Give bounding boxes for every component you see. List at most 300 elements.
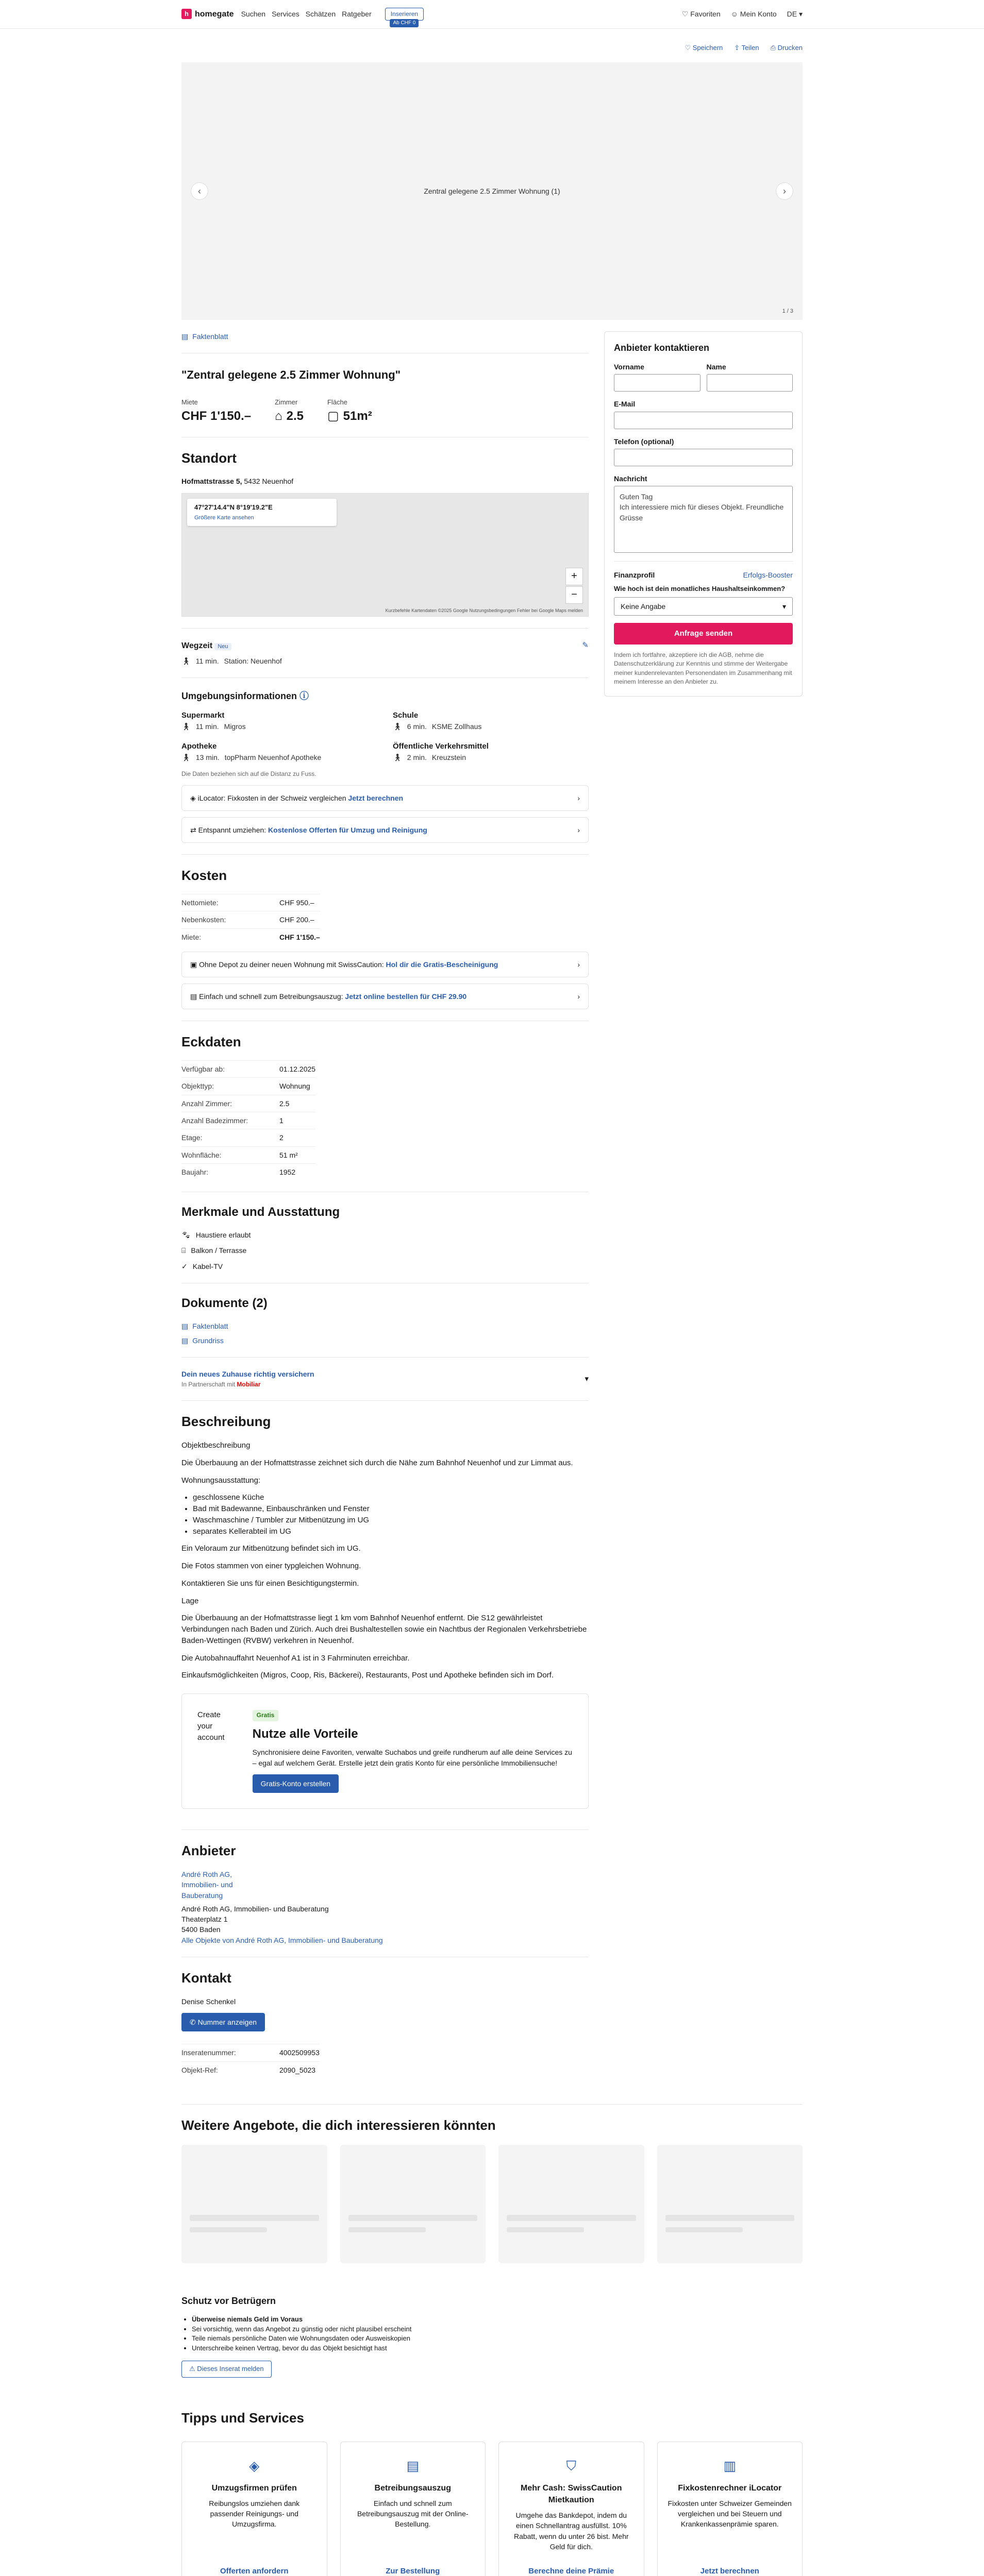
chevron-right-icon: › xyxy=(577,960,580,969)
language-select[interactable] xyxy=(787,9,803,19)
poi-category: Apotheke xyxy=(181,742,217,751)
description-section xyxy=(181,1412,589,1681)
commute-header xyxy=(181,640,231,652)
firstname-group xyxy=(614,362,701,392)
table-row xyxy=(181,1078,315,1095)
poi-name: Kreuzstein xyxy=(431,753,466,762)
finance-row xyxy=(614,570,793,580)
walk-icon: 🚶︎ xyxy=(393,753,402,762)
insurance-partner xyxy=(181,1380,314,1389)
detail-value: 1952 xyxy=(279,1163,315,1180)
banner-text: Einfach und schnell zum Betreibungsauszug: xyxy=(199,992,343,1001)
banner-content xyxy=(190,991,466,1002)
tip-text: Einfach und schnell zum Betreibungsauszug mit der Online-Bestellung. xyxy=(357,2499,469,2529)
surroundings-heading xyxy=(181,689,589,703)
logo-mark: h xyxy=(181,9,192,19)
kpi-rent xyxy=(181,398,251,426)
certificate-icon: ▣ xyxy=(190,960,197,969)
tip-text: Fixkosten unter Schweizer Gemeinden vergleichen und bei Steuern und Krankenkassenprämie sparen. xyxy=(668,2499,792,2529)
email-label: E-Mail xyxy=(614,400,636,409)
edit-icon[interactable]: ✎ xyxy=(582,640,589,650)
details-heading: Eckdaten xyxy=(181,1034,241,1050)
poi-category: Supermarkt xyxy=(181,711,225,720)
show-number-button[interactable] xyxy=(181,2013,265,2031)
table-row xyxy=(181,1112,315,1129)
divider xyxy=(181,1400,589,1401)
document-link[interactable] xyxy=(181,1321,589,1331)
cost-value: CHF 200.– xyxy=(279,911,320,928)
poi-time: 2 min. xyxy=(407,753,427,762)
contact-sidebar xyxy=(604,331,803,2078)
provider-name: André Roth AG, Immobilien- und Bauberatung xyxy=(181,1904,329,1913)
tip-link[interactable]: Berechne deine Prämie xyxy=(528,2566,614,2575)
message-textarea[interactable]: Guten Tag Ich interessiere mich für dieses Objekt. Freundliche Grüsse xyxy=(614,486,793,553)
gallery-counter: 1 / 3 xyxy=(782,308,793,314)
list-item: • Sei vorsichtig, wenn das Angebot zu günstig oder nicht plausibel erscheint xyxy=(192,2325,589,2334)
walk-icon: 🚶︎ xyxy=(181,722,191,731)
description-text: Wohnungsausstattung: xyxy=(181,1476,261,1485)
poi-time: 11 min. xyxy=(195,722,219,731)
divider xyxy=(614,561,793,562)
map-icon: ▥ xyxy=(723,2458,737,2473)
table-row xyxy=(181,928,320,945)
poi-row xyxy=(393,721,589,732)
table-row xyxy=(181,911,320,928)
balcony-icon: ⌸ xyxy=(181,1246,186,1255)
banner-text: iLocator: Fixkosten in der Schweiz vergleichen xyxy=(197,793,346,802)
document-icon: ▤ xyxy=(190,992,197,1001)
banner-link: Hol dir die Gratis-Bescheinigung xyxy=(386,960,498,969)
banner-text: Entspannt umziehen: xyxy=(198,826,266,835)
create-account-button[interactable]: Gratis-Konto erstellen xyxy=(253,1774,339,1793)
list-item: • separates Kellerabteil im UG xyxy=(193,1526,589,1537)
detail-label: Objekttyp: xyxy=(181,1078,279,1095)
top-bar-right xyxy=(682,9,803,19)
poi-category: Schule xyxy=(393,711,419,720)
cost-label: Nebenkosten: xyxy=(181,911,279,928)
tip-title: Fixkostenrechner iLocator xyxy=(678,2483,782,2493)
detail-value: 2 xyxy=(279,1129,315,1146)
listing-title: "Zentral gelegene 2.5 Zimmer Wohnung" xyxy=(181,368,401,382)
table-row xyxy=(181,1095,315,1112)
heart-icon: ♡ xyxy=(681,10,689,19)
insurance-link[interactable]: Dein neues Zuhause richtig versichern xyxy=(181,1370,314,1379)
chevron-down-icon: ▾ xyxy=(585,1375,589,1384)
heart-icon: ♡ xyxy=(685,44,691,52)
insurance-row[interactable] xyxy=(181,1369,589,1389)
description-text: Kontaktieren Sie uns für einen Besichtigungstermin. xyxy=(181,1579,359,1588)
poi-supermarket xyxy=(181,710,377,732)
offer-placeholder[interactable] xyxy=(340,2145,486,2263)
detail-value: 01.12.2025 xyxy=(279,1061,315,1078)
tip-link[interactable]: Offerten anfordern xyxy=(220,2566,289,2575)
provider-city: 5400 Baden xyxy=(181,1925,221,1934)
detail-value: 2.5 xyxy=(279,1095,315,1112)
share-icon: ⇪ xyxy=(734,44,740,52)
kpi-rooms xyxy=(275,398,304,426)
feature-item xyxy=(181,1261,589,1272)
address xyxy=(181,476,589,486)
documents-heading: Dokumente (2) xyxy=(181,1296,268,1310)
poi-row xyxy=(181,752,377,762)
provider-address xyxy=(181,1904,589,1945)
contact-heading: Kontakt xyxy=(181,1970,231,1986)
document-icon: ▤ xyxy=(181,332,189,341)
mobiliar-logo: Mobiliar xyxy=(237,1381,261,1388)
feature-label: Kabel-TV xyxy=(192,1262,223,1270)
tip-card xyxy=(657,2442,803,2576)
print-button[interactable] xyxy=(771,43,803,53)
list-item: • Bad mit Badewanne, Einbauschränken und Fenster xyxy=(193,1503,589,1515)
page-container xyxy=(181,29,803,2576)
tip-card xyxy=(181,2442,327,2576)
costs-table xyxy=(181,894,320,945)
divider xyxy=(181,628,589,629)
list-item: • Teile niemals persönliche Daten wie Wohnungsdaten oder Ausweiskopien xyxy=(192,2334,589,2344)
tip-link[interactable]: Jetzt berechnen xyxy=(700,2566,759,2575)
fraud-section xyxy=(181,2294,589,2378)
list-item: • Überweise niemals Geld im Voraus xyxy=(192,2315,589,2325)
poi-name: Migros xyxy=(224,722,246,731)
moving-icon: ⇄ xyxy=(190,826,196,835)
poi-time: 6 min. xyxy=(407,722,427,731)
factsheet-link[interactable] xyxy=(181,331,589,342)
account-promo xyxy=(181,1693,589,1809)
gallery-next-button[interactable] xyxy=(776,182,793,200)
promo-content xyxy=(253,1709,573,1793)
rooms-icon: ⌂ xyxy=(275,409,282,423)
income-select[interactable] xyxy=(614,597,793,616)
table-row xyxy=(181,2044,320,2061)
info-icon[interactable]: ⓘ xyxy=(299,691,309,702)
walk-icon: 🚶︎ xyxy=(181,656,191,665)
list-item: • Waschmaschine / Tumbler zur Mitbenützung im UG xyxy=(193,1515,589,1526)
nav-schaetzen[interactable]: Schätzen xyxy=(305,9,336,18)
divider xyxy=(181,2104,803,2105)
feature-item xyxy=(181,1230,589,1240)
income-question: Wie hoch ist dein monatliches Haushaltseinkommen? xyxy=(614,585,786,593)
placeholder-bar xyxy=(190,2215,319,2221)
surroundings-grid xyxy=(181,710,589,762)
submit-inquiry-button[interactable]: Anfrage senden xyxy=(614,623,793,645)
cost-label: Nettomiete: xyxy=(181,894,279,911)
nav-suchen[interactable]: Suchen xyxy=(241,9,266,18)
location-map[interactable] xyxy=(181,493,589,617)
report-label: Dieses Inserat melden xyxy=(197,2365,264,2373)
banner-text: Ohne Depot zu deiner neuen Wohnung mit SwissCaution: xyxy=(199,960,384,969)
table-row xyxy=(181,1163,315,1180)
main-column xyxy=(181,331,589,2078)
tips-grid xyxy=(181,2442,803,2576)
offer-placeholder[interactable] xyxy=(181,2145,327,2263)
chevron-right-icon: › xyxy=(577,826,580,835)
placeholder-bar xyxy=(665,2215,795,2221)
listing-kpis xyxy=(181,398,589,426)
show-number-label: Nummer anzeigen xyxy=(197,2018,257,2026)
document-icon: ▤ xyxy=(181,1336,189,1345)
detail-label: Etage: xyxy=(181,1129,279,1146)
walk-icon: 🚶︎ xyxy=(393,722,402,731)
offer-placeholder[interactable] xyxy=(657,2145,803,2263)
gallery-caption: Zentral gelegene 2.5 Zimmer Wohnung (1) xyxy=(424,187,560,195)
banner-content xyxy=(190,793,403,803)
ref-value: 4002509953 xyxy=(279,2044,320,2061)
form-legal: Indem ich fortfahre, akzeptiere ich die AGB, nehme die Datenschutzerklärung zur Kenntnis und stimme der Weitergabe meiner kundenrelevanten Personendaten im Zusammenhang mit meinem Interesse an den Anbieter zu. xyxy=(614,651,792,686)
provider-street: Theaterplatz 1 xyxy=(181,1915,228,1924)
share-label: Teilen xyxy=(741,44,759,52)
main-nav xyxy=(241,9,378,20)
description-text: Die Autobahnauffahrt Neuenhof A1 ist in 3 Fahrminuten erreichbar. xyxy=(181,1653,410,1663)
chevron-right-icon: › xyxy=(783,185,786,196)
commute-heading: Wegzeit xyxy=(181,641,213,650)
placeholder-bar xyxy=(348,2227,426,2232)
tip-card xyxy=(340,2442,486,2576)
document-icon: ▤ xyxy=(181,1321,189,1330)
poi-school xyxy=(393,710,589,732)
share-button[interactable] xyxy=(734,43,759,53)
form-heading: Anbieter kontaktieren xyxy=(614,342,710,353)
document-label: Faktenblatt xyxy=(192,1321,228,1330)
fraud-heading: Schutz vor Betrügern xyxy=(181,2295,276,2306)
ref-value: 2090_5023 xyxy=(279,2061,320,2078)
tip-link[interactable]: Zur Bestellung xyxy=(386,2566,440,2575)
ilocator-banner[interactable] xyxy=(181,785,589,811)
reference-table xyxy=(181,2044,320,2078)
detail-label: Wohnfläche: xyxy=(181,1146,279,1163)
nav-services[interactable]: Services xyxy=(272,9,299,18)
promo-left: Create your account xyxy=(197,1710,225,1742)
poi-time: 13 min. xyxy=(195,753,220,762)
rooms-row xyxy=(275,408,304,426)
provider-all-link[interactable]: Alle Objekte von André Roth AG, Immobilien- und Bauberatung xyxy=(181,1936,383,1944)
list-item: • Unterschreibe keinen Vertrag, bevor du das Objekt besichtigt hast xyxy=(192,2344,589,2353)
contact-form xyxy=(604,331,803,697)
tip-text: Reibungslos umziehen dank passender Reinigungs- und Umzugsfirma. xyxy=(209,2499,300,2529)
address-city: 5432 Neuenhof xyxy=(242,477,294,486)
address-street: Hofmattstrasse 5, xyxy=(181,477,242,486)
cost-label: Miete: xyxy=(181,928,279,945)
chevron-right-icon: › xyxy=(577,793,580,802)
lastname-label: Name xyxy=(706,362,726,371)
chevron-down-icon: ▾ xyxy=(782,602,786,611)
promo-tag: Gratis xyxy=(253,1710,279,1721)
area-row xyxy=(327,408,372,426)
image-gallery[interactable] xyxy=(181,62,803,320)
insurance-content xyxy=(181,1369,314,1389)
location-heading: Standort xyxy=(181,450,237,466)
description-text: Lage xyxy=(181,1596,199,1605)
kpi-area xyxy=(327,398,372,426)
chevron-left-icon: ‹ xyxy=(198,185,201,196)
promo-text: Synchronisiere deine Favoriten, verwalte Suchabos und greife rundherum auf alle deine Services zu – egal auf welchem Gerät. Erstelle jetzt dein gratis Konto für eine persönliche Immobiliensuche! xyxy=(252,1748,572,1767)
banner-content xyxy=(190,825,427,835)
account-label: Mein Konto xyxy=(740,10,777,19)
firstname-label: Vorname xyxy=(614,362,644,371)
chevron-right-icon: › xyxy=(577,992,580,1001)
poi-row xyxy=(181,721,377,732)
table-row xyxy=(181,1061,315,1078)
tip-title: Mehr Cash: SwissCaution Mietkaution xyxy=(521,2483,622,2504)
table-row xyxy=(181,1146,315,1163)
feature-label: Haustiere erlaubt xyxy=(195,1231,251,1240)
chevron-down-icon: ▾ xyxy=(798,10,803,19)
placeholder-bar xyxy=(348,2215,478,2221)
description-list xyxy=(193,1492,589,1537)
insert-badge: Ab CHF 0 xyxy=(390,19,419,28)
area-label: Fläche xyxy=(327,398,348,406)
rent-label: Miete xyxy=(181,398,198,406)
partner-label: In Partnerschaft mit xyxy=(181,1381,236,1388)
promo-title: Nutze alle Vorteile xyxy=(252,1726,358,1741)
ilocator-icon: ◈ xyxy=(190,793,196,802)
email-input[interactable] xyxy=(614,412,793,429)
cost-value: CHF 1'150.– xyxy=(279,928,320,945)
name-row xyxy=(614,362,793,392)
save-label: Speichern xyxy=(692,44,723,52)
poi-category: Öffentliche Verkehrsmittel xyxy=(393,742,489,751)
printer-icon: ⎙ xyxy=(770,44,776,52)
list-item: • geschlossene Küche xyxy=(193,1492,589,1503)
favorites-link[interactable] xyxy=(682,9,721,19)
table-row xyxy=(181,1129,315,1146)
detail-value: 51 m² xyxy=(279,1146,315,1163)
favorites-label: Favoriten xyxy=(690,10,721,19)
detail-label: Anzahl Zimmer: xyxy=(181,1095,279,1112)
poi-pharmacy xyxy=(181,741,377,762)
listing-actions xyxy=(181,29,803,62)
phone-input[interactable] xyxy=(614,449,793,466)
area-icon: ▢ xyxy=(327,409,339,423)
commute-time: 11 min. xyxy=(195,656,219,665)
new-badge: Neu xyxy=(214,643,231,650)
tip-card xyxy=(498,2442,644,2576)
print-label: Drucken xyxy=(777,44,803,52)
tip-title: Umzugsfirmen prüfen xyxy=(211,2483,297,2493)
description-text: Einkaufsmöglichkeiten (Migros, Coop, Ris, Bäckerei), Restaurants, Post und Apotheke befinden sich im Dorf. xyxy=(181,1671,554,1680)
costs-heading: Kosten xyxy=(181,868,227,884)
poi-name: KSME Zollhaus xyxy=(431,722,482,731)
area-value: 51m² xyxy=(343,409,372,423)
larger-map-link[interactable]: Größere Karte ansehen xyxy=(194,514,254,521)
document-icon: ▤ xyxy=(406,2458,420,2473)
detail-label: Verfügbar ab: xyxy=(181,1061,279,1078)
zoom-out-button[interactable]: − xyxy=(565,586,583,604)
commute-row xyxy=(181,656,589,666)
zoom-in-button[interactable]: + xyxy=(565,568,583,585)
document-label: Grundriss xyxy=(192,1336,224,1345)
phone-label: Telefon (optional) xyxy=(614,437,674,446)
finance-link[interactable]: Erfolgs-Booster xyxy=(743,571,793,580)
divider xyxy=(181,1357,589,1358)
save-button[interactable] xyxy=(685,43,723,53)
firstname-input[interactable] xyxy=(614,374,701,392)
banner-content xyxy=(190,959,498,970)
ref-label: Objekt-Ref: xyxy=(181,2061,279,2078)
detail-value: 1 xyxy=(279,1112,315,1129)
details-table xyxy=(181,1060,315,1180)
finance-label: Finanzprofil xyxy=(614,571,655,580)
surroundings-title: Umgebungsinformationen xyxy=(181,691,297,702)
tips-heading: Tipps und Services xyxy=(181,2410,304,2426)
provider-logo-link[interactable]: André Roth AG, Immobilien- und Bauberatung xyxy=(181,1870,233,1900)
divider xyxy=(181,1829,589,1830)
table-row xyxy=(181,2061,320,2078)
account-link[interactable] xyxy=(731,9,777,19)
surroundings-note: Die Daten beziehen sich auf die Distanz zu Fuss. xyxy=(181,770,316,778)
description-text: Die Überbauung an der Hofmattstrasse liegt 1 km vom Bahnhof Neuenhof entfernt. Die S12 gewährleistet Verbindungen nach Baden und Zürich. Auch drei Bushaltestellen sowie ein Nachtbus der Regionalen Verkehrsbetriebe Baden-Wettingen (RVBW) verkehren in Neuenhof. xyxy=(181,1614,587,1645)
income-value: Keine Angabe xyxy=(621,602,666,611)
fraud-list xyxy=(192,2315,589,2353)
divider xyxy=(181,677,589,678)
detail-value: Wohnung xyxy=(279,1078,315,1095)
content-layout xyxy=(181,331,803,2078)
insert-button[interactable] xyxy=(385,8,424,26)
pet-icon: 🐾︎ xyxy=(181,1231,191,1240)
detail-label: Baujahr: xyxy=(181,1163,279,1180)
feature-item xyxy=(181,1245,589,1256)
feature-label: Balkon / Terrasse xyxy=(191,1246,247,1255)
contact-person: Denise Schenkel xyxy=(181,1997,236,2006)
homegate-logo[interactable] xyxy=(181,8,234,20)
detail-label: Anzahl Badezimmer: xyxy=(181,1112,279,1129)
tip-text: Umgehe das Bankdepot, indem du einen Schnellantrag ausfüllst. 10% Rabatt, wenn du unter 26 bist. Mehr Geld für dich. xyxy=(513,2511,629,2551)
language-label: DE xyxy=(787,10,797,19)
divider xyxy=(181,854,589,855)
table-row xyxy=(181,894,320,911)
logo-text: homegate xyxy=(195,9,234,19)
phone-icon: ✆ xyxy=(190,2018,196,2026)
description-text: Die Überbauung an der Hofmattstrasse zeichnet sich durch die Nähe zum Bahnhof Neuenhof und zur Limmat aus. xyxy=(181,1458,573,1467)
insert-label: Inserieren xyxy=(390,10,419,18)
poi-row xyxy=(393,752,589,762)
top-bar xyxy=(0,0,984,29)
lastname-group xyxy=(707,362,793,392)
ref-label: Inseratenummer: xyxy=(181,2044,279,2061)
banner-link: Kostenlose Offerten für Umzug und Reinigung xyxy=(268,826,427,835)
factsheet-label: Faktenblatt xyxy=(192,332,228,341)
report-listing-button[interactable] xyxy=(181,2361,272,2378)
placeholder-bar xyxy=(190,2227,267,2232)
moving-box-icon: ◈ xyxy=(249,2458,260,2473)
top-bar-left xyxy=(181,8,424,26)
placeholder-bar xyxy=(665,2227,743,2232)
rooms-value: 2.5 xyxy=(286,409,304,423)
debt-extract-banner[interactable] xyxy=(181,984,589,1009)
description-sub: Objektbeschreibung xyxy=(181,1441,251,1450)
nav-ratgeber[interactable]: Ratgeber xyxy=(342,9,372,18)
moving-banner[interactable] xyxy=(181,817,589,843)
commute-station: Station: Neuenhof xyxy=(224,656,282,665)
offer-placeholder[interactable] xyxy=(498,2145,644,2263)
map-coordinates: 47°27'14.4"N 8°19'19.2"E xyxy=(194,503,273,511)
gallery-prev-button[interactable] xyxy=(191,182,208,200)
map-footer: Kurzbefehle Kartendaten ©2025 Google Nutzungsbedingungen Fehler bei Google Maps melden xyxy=(385,607,583,613)
placeholder-bar xyxy=(507,2227,584,2232)
more-offers-heading: Weitere Angebote, die dich interessieren könnten xyxy=(181,2117,496,2133)
document-link[interactable] xyxy=(181,1335,589,1346)
lastname-input[interactable] xyxy=(707,374,793,392)
placeholder-bar xyxy=(507,2215,636,2221)
offers-grid xyxy=(181,2145,803,2263)
swisscaution-banner[interactable] xyxy=(181,952,589,977)
rooms-label: Zimmer xyxy=(275,398,298,406)
map-info-card xyxy=(187,499,337,527)
shield-icon: ⛉ xyxy=(566,2458,576,2473)
poi-transport xyxy=(393,741,589,762)
banner-link: Jetzt berechnen xyxy=(348,793,404,802)
cost-value: CHF 950.– xyxy=(279,894,320,911)
user-icon: ☺ xyxy=(730,10,738,19)
